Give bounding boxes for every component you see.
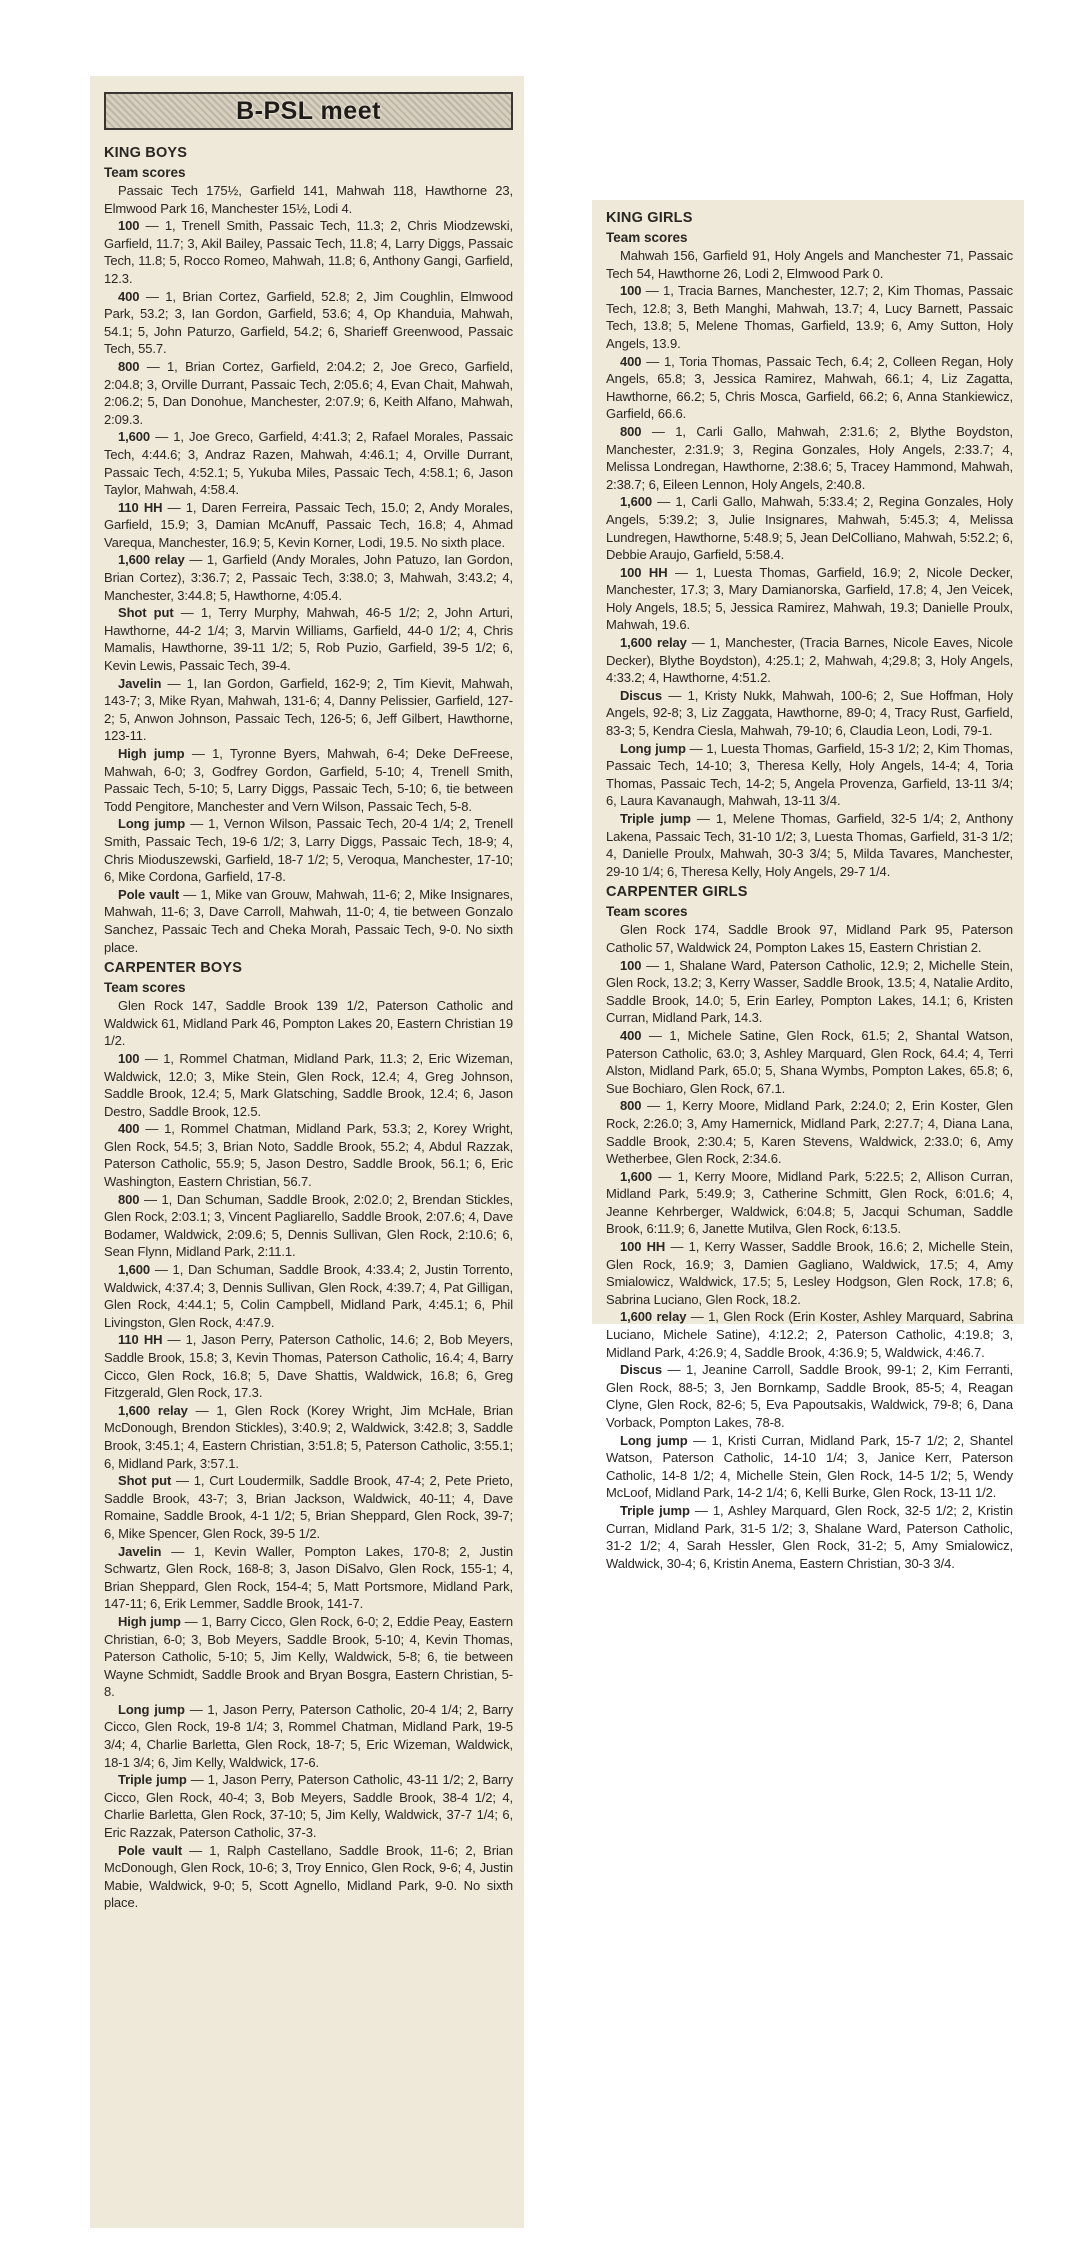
result-text: Passaic Tech 175½, Garfield 141, Mahwah 118, Hawthorne 23, Elmwood Park 16, Manchester 15½, Lodi 4. (104, 183, 513, 216)
team-scores-text (606, 921, 1013, 956)
event-name: Triple jump (620, 811, 691, 826)
team-scores-heading: Team scores (104, 980, 186, 996)
event-result (606, 1308, 1013, 1361)
right-results-column (592, 200, 1024, 1571)
event-name: Javelin (118, 675, 162, 691)
result-text: — 1, Luesta Thomas, Garfield, 15-3 1/2; 2, Kim Thomas, Passaic Tech, 14-10; 3, Theresa Kelly, Holy Angels, 14-4; 4, Toria Thomas, Passaic Tech, 14-2; 5, Angela Provenza, Garfield, 13-11 3/4; 6, Laura Kavanaugh, Mahwah, 13-11 3/4. (606, 740, 1013, 809)
event-result (104, 358, 513, 428)
event-result (606, 810, 1013, 880)
event-name: 1,600 (118, 429, 151, 445)
event-name: Pole vault (118, 886, 180, 902)
event-result (104, 1771, 513, 1841)
event-name: 1,600 relay (620, 1309, 687, 1325)
result-text: — 1, Glen Rock (Erin Koster, Ashley Marquard, Sabrina Luciano, Michele Satine), 4:12.2; 2, Paterson Catholic, 4:19.8; 3, Midland Park, 4:26.9; 4, Saddle Brook, 4:36.9; 5, Waldwick, 4:46.7. (606, 1309, 1013, 1360)
event-result (104, 1120, 513, 1190)
event-result (104, 499, 513, 552)
result-text: — 1, Michele Satine, Glen Rock, 61.5; 2, Shantal Watson, Paterson Catholic, 63.0; 3, Ashley Marquard, Glen Rock, 64.4; 4, Terri Alston, Midland Park, 65.0; 5, Shana Wymbs, Pompton Lakes, 65.8; 6, Sue Bochiaro, Glen Rock, 67.1. (606, 1027, 1013, 1096)
result-text: — 1, Melene Thomas, Garfield, 32-5 1/4; 2, Anthony Lakena, Passaic Tech, 31-10 1/2; 3, Luesta Thomas, Garfield, 31-3 1/2; 4, Danielle Proulx, Mahwah, 30-3 3/4; 5, Milda Tavares, Manchester, 29-10 1/4; 6, Theresa Kelly, Holy Angels, 29-7 1/4. (606, 811, 1013, 879)
result-text: — 1, Ashley Marquard, Glen Rock, 32-5 1/2; 2, Kristin Curran, Midland Park, 31-5 1/2; 3, Shalane Ward, Paterson Catholic, 31-2 1/2; 4, Sarah Hessler, Glen Rock, 31-2; 5, Amy Smialowicz, Waldwick, 30-4; 6, Kristin Anema, Eastern Christian, 30-3 3/4. (606, 1502, 1014, 1571)
result-text: — 1, Jason Perry, Paterson Catholic, 43-11 1/2; 2, Barry Cicco, Glen Rock, 40-4; 3, Bob Meyers, Saddle Brook, 38-4 1/2; 4, Charlie Barletta, Glen Rock, 37-10; 5, Jim Kelly, Waldwick, 37-7 1/4; 6, Eric Razzak, Paterson Catholic, 37-3. (104, 1772, 514, 1841)
section-heading: KING BOYS (104, 145, 188, 161)
team-scores-text (104, 997, 513, 1050)
event-result (104, 217, 513, 287)
event-name: 400 (118, 1121, 140, 1137)
event-result (104, 604, 513, 674)
event-name: 800 (118, 1191, 140, 1207)
result-text: — 1, Kerry Wasser, Saddle Brook, 16.6; 2, Michelle Stein, Glen Rock, 16.9; 3, Damien Gagliano, Waldwick, 17.5; 4, Amy Smialowicz, Waldwick, 17.5; 5, Lesley Hodgson, Glen Rock, 17.8; 6, Sabrina Luciano, Glen Rock, 18.2. (606, 1239, 1013, 1307)
event-result (104, 1261, 513, 1331)
event-result (104, 1543, 513, 1613)
event-result (606, 353, 1013, 423)
result-text: — 1, Kevin Waller, Pompton Lakes, 170-8; 2, Justin Schwartz, Glen Rock, 168-8; 3, Jason DiSalvo, Glen Rock, 155-1; 4, Brian Sheppard, Glen Rock, 154-4; 5, Matt Portsmore, Midland Park, 147-11; 6, Erik Lemmer, Saddle Brook, 141-7. (104, 1543, 513, 1612)
team-scores-text (606, 247, 1013, 282)
event-result (104, 1050, 513, 1120)
event-result (606, 1361, 1013, 1431)
section-heading: KING GIRLS (606, 210, 693, 226)
event-result (606, 282, 1013, 352)
event-name: Discus (620, 1362, 663, 1378)
result-text: — 1, Luesta Thomas, Garfield, 16.9; 2, Nicole Decker, Manchester, 17.3; 3, Mary Damianorska, Garfield, 17.8; 4, Jen Veicek, Holy Angels, 18.5; 5, Jessica Ramirez, Mahwah, 19.3; Danielle Proulx, Mahwah, 19.6. (606, 564, 1013, 633)
event-name: 100 HH (620, 564, 668, 580)
event-name: 1,600 (118, 1262, 151, 1278)
result-text: — 1, Trenell Smith, Passaic Tech, 11.3; 2, Chris Miodzewski, Garfield, 11.7; 3, Akil Bailey, Passaic Tech, 11.8; 4, Larry Diggs, Passaic Tech, 11.8; 5, Rocco Romeo, Mahwah, 11.8; 6, Anthony Gangi, Garfield, 12.3. (104, 218, 513, 286)
event-name: 1,600 relay (620, 635, 687, 651)
result-text: — 1, Manchester, (Tracia Barnes, Nicole Eaves, Nicole Decker), Blythe Boydston), 4:25.1; 2, Mahwah, 4;29.8; 3, Holy Angels, 4:33.2; 4, Hawthorne, 4:51.2. (606, 635, 1013, 686)
result-text: — 1, Carli Gallo, Mahwah, 5:33.4; 2, Regina Gonzales, Holy Angels, 5:39.2; 3, Julie Insignares, Mahwah, 5:45.3; 4, Melissa Lundregen, Hawthorne, 5:48.9; 5, Jean DelColliano, Mahwah, 5:52.2; 6, Debbie Araujo, Garfield, 5:58.4. (606, 494, 1013, 563)
event-result (606, 1432, 1013, 1502)
event-result (104, 1402, 513, 1472)
left-results-body (104, 144, 513, 1912)
result-text: — 1, Vernon Wilson, Passaic Tech, 20-4 1/4; 2, Trenell Smith, Passaic Tech, 19-6 1/2; 3, Larry Diggs, Passaic Tech, 18-9; 4, Chris Mioduszewski, Garfield, 18-7 1/2; 5, Veroqua, Manchester, 17-10; 6, Mike Cordona, Garfield, 17-8. (104, 816, 514, 885)
result-text: — 1, Tyronne Byers, Mahwah, 6-4; Deke DeFreese, Mahwah, 6-0; 3, Godfrey Gordon, Garfield, 5-10; 4, Trenell Smith, Passaic Tech, 5-10; 5, Larry Diggs, Passaic Tech, 5-10; 6, tie between Todd Pengitore, Manchester and Vern Wilson, Passaic Tech, 5-8. (104, 746, 513, 814)
event-result (104, 886, 513, 956)
event-name: Triple jump (620, 1502, 690, 1518)
result-text: — 1, Joe Greco, Garfield, 4:41.3; 2, Rafael Morales, Passaic Tech, 4:44.6; 3, Andraz Razen, Mahwah, 4:46.1; 4, Orville Durrant, Passaic Tech, 4:52.1; 5, Yukuba Miles, Passaic Tech, 4:58.1; 6, Jason Taylor, Mahwah, 4:58.4. (104, 429, 513, 498)
result-text: — 1, Carli Gallo, Mahwah, 2:31.6; 2, Blythe Boydston, Manchester, 2:31.9; 3, Regina Gonzales, Holy Angels, 2:33.7; 4, Melissa Londregan, Hawthorne, 2:38.6; 5, Tracey Hammond, Mahwah, 2:38.7; 6, Eileen Lennon, Holy Angels, 2:40.8. (606, 423, 1013, 492)
event-result (104, 1613, 513, 1701)
event-name: 1,600 relay (118, 1402, 188, 1418)
event-result (104, 675, 513, 745)
result-text: — 1, Kerry Moore, Midland Park, 2:24.0; 2, Erin Koster, Glen Rock, 2:26.0; 3, Amy Hamernick, Midland Park, 2:27.7; 4, Diana Lana, Saddle Brook, 2:30.4; 5, Karen Stevens, Waldwick, 2:33.0; 6, Amy Wetherbee, Glen Rock, 2:34.6. (606, 1098, 1013, 1167)
event-result (104, 288, 513, 358)
meet-title: B-PSL meet (236, 96, 381, 125)
event-result (606, 687, 1013, 740)
result-text: — 1, Rommel Chatman, Midland Park, 11.3; 2, Eric Wizeman, Waldwick, 12.0; 3, Mike Stein, Glen Rock, 12.4; 4, Greg Johnson, Saddle Brook, 12.4; 5, Mark Glatsching, Saddle Brook, 12.4; 6, Jason Destro, Saddle Brook, 12.5. (104, 1050, 513, 1119)
event-name: 800 (620, 1098, 642, 1114)
event-result (104, 1191, 513, 1261)
event-name: High jump (118, 746, 185, 761)
result-text: — 1, Dan Schuman, Saddle Brook, 2:02.0; 2, Brendan Stickles, Glen Rock, 2:03.1; 3, Vincent Pagliarello, Saddle Brook, 2:07.6; 4, Dave Bodamer, Waldwick, 2:09.6; 5, Dennis Sullivan, Glen Rock, 2:10.6; 6, Sean Flynn, Midland Park, 2:11.1. (104, 1191, 513, 1260)
event-result (104, 428, 513, 498)
event-name: 1,600 relay (118, 552, 185, 568)
event-name: 100 HH (620, 1239, 666, 1255)
event-name: Triple jump (118, 1772, 187, 1788)
event-result (104, 1472, 513, 1542)
result-text: — 1, Kristy Nukk, Mahwah, 100-6; 2, Sue Hoffman, Holy Angels, 92-8; 3, Liz Zaggata, Hawthorne, 89-0; 4, Tracy Rust, Garfield, 83-3; 5, Kendra Ciesla, Mahwah, 79-10; 6, Claudia Leon, Lodi, 79-1. (606, 687, 1013, 739)
event-name: 800 (118, 358, 140, 374)
event-result (606, 1168, 1013, 1238)
result-text: — 1, Toria Thomas, Passaic Tech, 6.4; 2, Colleen Regan, Holy Angels, 65.8; 3, Jessica Ramirez, Mahwah, 66.1; 4, Liz Zagatta, Hawthorne, 66.2; 5, Chris Mosca, Garfield, 66.2; 6, Anna Stankiewicz, Garfield, 66.6. (606, 353, 1013, 422)
team-scores-text (104, 182, 513, 217)
result-text: — 1, Rommel Chatman, Midland Park, 53.3; 2, Korey Wright, Glen Rock, 54.5; 3, Brian Noto, Saddle Brook, 55.2; 4, Abdul Razzak, Paterson Catholic, 55.9; 5, Jason Destro, Saddle Brook, 56.1; 6, Eric Washington, Eastern Christian, 56.7. (104, 1121, 513, 1190)
event-name: 800 (620, 423, 642, 439)
event-result (104, 551, 513, 604)
team-scores-heading: Team scores (104, 165, 186, 180)
event-name: 400 (620, 353, 642, 369)
event-result (606, 423, 1013, 493)
result-text: — 1, Ian Gordon, Garfield, 162-9; 2, Tim Kievit, Mahwah, 143-7; 3, Mike Ryan, Mahwah, 131-6; 4, Danny Pelissier, Garfield, 127-2; 5, Anwon Johnson, Passaic Tech, 126-5; 6, Jeff Gilbert, Hawthorne, 123-11. (104, 675, 513, 744)
result-text: — 1, Jason Perry, Paterson Catholic, 20-4 1/4; 2, Barry Cicco, Glen Rock, 19-8 1/4; 3, Rommel Chatman, Midland Park, 19-5 3/4; 4, Charlie Barletta, Glen Rock, 18-7; 5, Eric Wizeman, Waldwick, 18-1 3/4; 6, Jim Kelly, Waldwick, 17-6. (104, 1701, 513, 1770)
section-heading: CARPENTER BOYS (104, 960, 243, 977)
result-text: — 1, Curt Loudermilk, Saddle Brook, 47-4; 2, Pete Prieto, Saddle Brook, 43-7; 3, Brian Jackson, Waldwick, 40-11; 4, Dave Romaine, Saddle Brook, 4-1 1/2; 5, Brian Sheppard, Glen Rock, 39-7; 6, Mike Spencer, Glen Rock, 39-5 1/2. (104, 1473, 513, 1541)
event-result (104, 1842, 513, 1912)
event-name: Shot put (118, 1473, 172, 1489)
result-text: — 1, Barry Cicco, Glen Rock, 6-0; 2, Eddie Peay, Eastern Christian, 6-0; 3, Bob Meyers, Saddle Brook, 5-10; 4, Kevin Thomas, Paterson Catholic, 5-10; 5, Jim Kelly, Waldwick, 5-8; 6, tie between Wayne Schmidt, Saddle Brook and Bryan Bosgra, Eastern Christian, 5-8. (104, 1613, 513, 1700)
result-text: Mahwah 156, Garfield 91, Holy Angels and Manchester 71, Passaic Tech 54, Hawthorne 26, Lodi 2, Elmwood Park 0. (606, 248, 1013, 281)
event-name: 110 HH (118, 499, 163, 515)
team-scores-heading: Team scores (606, 904, 688, 920)
event-name: 100 (118, 1050, 140, 1066)
event-name: 400 (118, 288, 140, 304)
result-text: — 1, Jeanine Carroll, Saddle Brook, 99-1; 2, Kim Ferranti, Glen Rock, 88-5; 3, Jen Bornkamp, Saddle Brook, 85-5; 4, Reagan Clyne, Glen Rock, 82-6; 5, Eva Papoutsakis, Waldwick, 79-8; 6, Dana Vorback, Pompton Lakes, 78-8. (606, 1362, 1013, 1430)
event-result (606, 957, 1013, 1027)
result-text: Glen Rock 147, Saddle Brook 139 1/2, Paterson Catholic and Waldwick 61, Midland Park 46, Pompton Lakes 20, Eastern Christian 19 1/2. (104, 998, 513, 1049)
right-results-body (606, 209, 1013, 1572)
event-name: Long jump (118, 816, 186, 832)
result-text: — 1, Glen Rock (Korey Wright, Jim McHale, Brian McDonough, Brendon Stickles), 3:40.9; 2, Waldwick, 3:42.8; 3, Saddle Brook, 3:45.1; 4, Eastern Christian, 3:51.8; 5, Paterson Catholic, 3:55.1; 6, Midland Park, 3:57.1. (104, 1402, 513, 1471)
event-name: 100 (620, 957, 642, 973)
result-text: — 1, Brian Cortez, Garfield, 52.8; 2, Jim Coughlin, Elmwood Park, 53.2; 3, Ian Gordon, Garfield, 53.6; 4, Op Khanduia, Mahwah, 54.1; 5, John Paturzo, Garfield, 54.2; 6, Sharieff Greenwood, Passaic Tech, 55.7. (104, 288, 513, 357)
result-text: — 1, Terry Murphy, Mahwah, 46-5 1/2; 2, John Arturi, Hawthorne, 44-2 1/4; 3, Marvin Williams, Garfield, 44-0 1/2; 4, Chris Mamalis, Hawthorne, 39-11 1/2; 5, Rob Puzio, Garfield, 39-5 1/2; 6, Kevin Lewis, Passaic Tech, 39-4. (104, 605, 514, 674)
event-result (606, 564, 1013, 634)
event-name: 100 (620, 283, 642, 299)
event-result (104, 745, 513, 815)
section-heading: CARPENTER GIRLS (606, 884, 748, 901)
event-name: Shot put (118, 605, 174, 621)
event-result (606, 1027, 1013, 1097)
result-text: — 1, Tracia Barnes, Manchester, 12.7; 2, Kim Thomas, Passaic Tech, 12.8; 3, Beth Manghi, Mahwah, 13.7; 4, Lucy Barnett, Passaic Tech, 13.8; 5, Melene Thomas, Garfield, 13.9; 6, Amy Sutton, Holy Angels, 13.9. (606, 283, 1013, 351)
result-text: — 1, Dan Schuman, Saddle Brook, 4:33.4; 2, Justin Torrento, Waldwick, 4:37.4; 3, Dennis Sullivan, Glen Rock, 4:39.7; 4, Pat Gilligan, Glen Rock, 4:44.1; 5, Colin Campbell, Midland Park, 4:45.1; 6, Phil Livingston, Glen Rock, 4:47.9. (104, 1262, 513, 1330)
team-scores-heading: Team scores (606, 230, 688, 245)
event-name: 100 (118, 218, 140, 234)
event-name: Long jump (118, 1701, 185, 1717)
event-result (606, 740, 1013, 810)
event-name: 400 (620, 1027, 642, 1043)
result-text: — 1, Ralph Castellano, Saddle Brook, 11-6; 2, Brian McDonough, Glen Rock, 10-6; 3, Troy Ennico, Glen Rock, 9-6; 4, Justin Mabie, Waldwick, 9-0; 5, Scott Agnello, Midland Park, 9-0. No sixth place. (104, 1842, 513, 1911)
event-name: 1,600 (620, 494, 653, 510)
event-result (104, 1331, 513, 1401)
event-result (606, 634, 1013, 687)
event-name: Long jump (620, 1432, 688, 1448)
event-name: Pole vault (118, 1842, 183, 1858)
event-result (104, 815, 513, 885)
result-text: — 1, Kristi Curran, Midland Park, 15-7 1/2; 2, Shantel Watson, Paterson Catholic, 14-10 1/4; 3, Janice Kerr, Paterson Catholic, 14-8 1/2; 4, Michelle Stein, Glen Rock, 14-5 1/2; 5, Wendy McLoof, Midland Park, 14-2 1/4; 6, Kelli Burke, Glen Rock, 13-11 1/2. (606, 1432, 1014, 1501)
result-text: — 1, Daren Ferreira, Passaic Tech, 15.0; 2, Andy Morales, Garfield, 15.9; 3, Damian McAnuff, Passaic Tech, 16.8; 4, Ahmad Varequa, Manchester, 16.9; 5, Kevin Korner, Lodi, 19.5. No sixth place. (104, 499, 514, 550)
event-result (606, 1097, 1013, 1167)
event-result (606, 1238, 1013, 1308)
event-name: High jump (118, 1613, 181, 1629)
result-text: Glen Rock 174, Saddle Brook 97, Midland Park 95, Paterson Catholic 57, Waldwick 24, Pompton Lakes 15, Eastern Christian 2. (606, 922, 1013, 955)
event-result (104, 1701, 513, 1771)
event-name: Long jump (620, 740, 686, 756)
event-result (606, 1502, 1013, 1572)
event-name: Javelin (118, 1543, 162, 1559)
event-name: 110 HH (118, 1332, 163, 1348)
event-result (606, 493, 1013, 563)
result-text: — 1, Kerry Moore, Midland Park, 5:22.5; 2, Allison Curran, Midland Park, 5:49.9; 3, Catherine Schmitt, Glen Rock, 6:01.6; 4, Jeanne Kehrberger, Waldwick, 6:04.8; 5, Jacqui Schuman, Saddle Brook, 6:11.9; 6, Janette Mutilva, Glen Rock, 6:13.5. (606, 1168, 1013, 1237)
result-text: — 1, Jason Perry, Paterson Catholic, 14.6; 2, Bob Meyers, Saddle Brook, 15.8; 3, Kevin Thomas, Paterson Catholic, 16.4; 4, Barry Cicco, Glen Rock, 16.8; 5, Dave Shattis, Waldwick, 16.8; 6, Greg Fitzgerald, Glen Rock, 17.3. (104, 1332, 513, 1401)
event-name: Discus (620, 687, 663, 703)
result-text: — 1, Brian Cortez, Garfield, 2:04.2; 2, Joe Greco, Garfield, 2:04.8; 3, Orville Durrant, Passaic Tech, 2:05.6; 4, Evan Chait, Mahwah, 2:06.2; 5, Dan Donohue, Manchester, 2:07.9; 6, Keith Alfano, Mahwah, 2:09.3. (104, 358, 513, 427)
result-text: — 1, Shalane Ward, Paterson Catholic, 12.9; 2, Michelle Stein, Glen Rock, 13.2; 3, Kerry Wasser, Saddle Brook, 13.5; 4, Natalie Ardito, Saddle Brook, 14.0; 5, Erin Earley, Pompton Lakes, 14.1; 6, Kristen Curran, Midland Park, 14.3. (606, 957, 1013, 1026)
event-name: 1,600 (620, 1168, 653, 1184)
left-results-column (90, 76, 524, 2228)
result-text: — 1, Garfield (Andy Morales, John Patuzo, Ian Gordon, Brian Cortez), 3:36.7; 2, Passaic Tech, 3:38.0; 3, Mahwah, 3:43.2; 4, Manchester, 3:44.8; 5, Hawthorne, 4:05.4. (104, 552, 513, 603)
result-text: — 1, Mike van Grouw, Mahwah, 11-6; 2, Mike Insignares, Mahwah, 11-6; 3, Dave Carroll, Mahwah, 11-0; 4, tie between Gonzalo Sanchez, Passaic Tech and Cheka Morah, Passaic Tech, 9-0. No sixth place. (104, 886, 513, 955)
meet-banner (104, 92, 513, 130)
